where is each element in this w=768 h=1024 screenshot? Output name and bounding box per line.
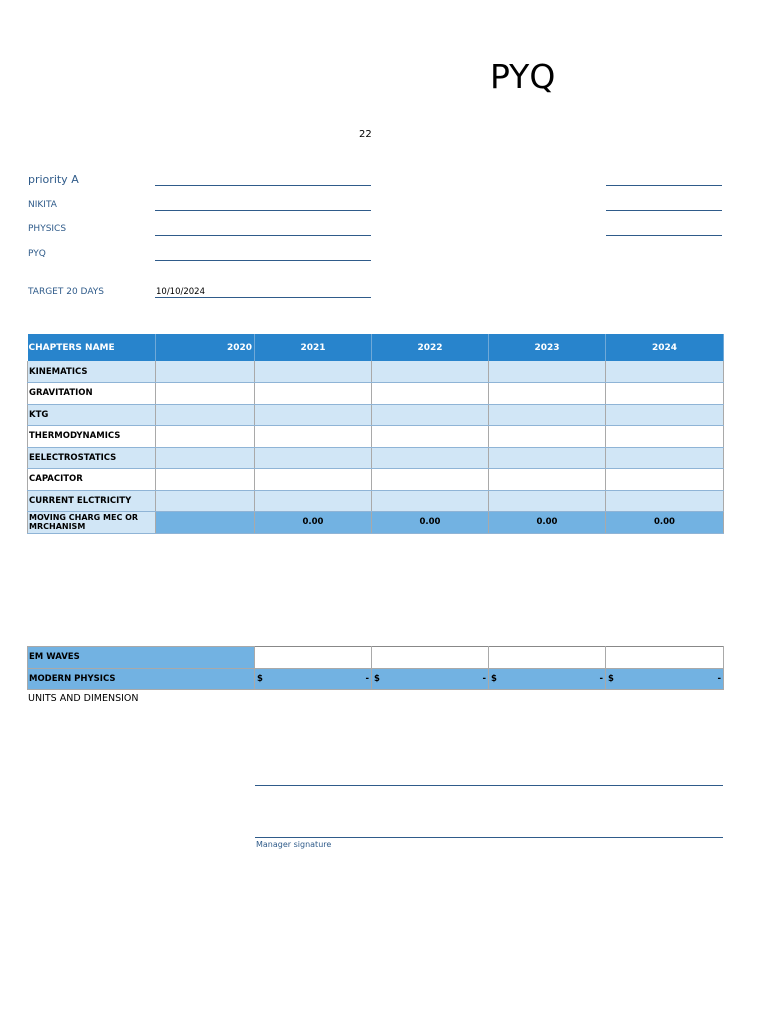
- total-cell-2022[interactable]: 0.00: [372, 512, 489, 534]
- table-cell[interactable]: [255, 469, 372, 491]
- type-label: PYQ: [28, 249, 46, 259]
- table-row: [28, 490, 724, 512]
- table-row: [28, 404, 724, 426]
- dash-value: -: [482, 673, 486, 684]
- table-cell[interactable]: [372, 361, 489, 383]
- table-cell[interactable]: [255, 647, 372, 669]
- table-cell[interactable]: [606, 404, 724, 426]
- right-field-line-2[interactable]: [606, 210, 722, 211]
- table-cell[interactable]: [489, 361, 606, 383]
- table-cell[interactable]: [156, 361, 255, 383]
- top-number: 22: [359, 129, 372, 140]
- table-cell[interactable]: [489, 469, 606, 491]
- table-cell[interactable]: [156, 447, 255, 469]
- signature-line-1[interactable]: [255, 785, 723, 786]
- table-cell[interactable]: [255, 361, 372, 383]
- table-row: [28, 383, 724, 405]
- chapter-name-cell[interactable]: CURRENT ELCTRICITY: [28, 490, 156, 512]
- table-cell[interactable]: [156, 490, 255, 512]
- table-cell[interactable]: [372, 490, 489, 512]
- header-year-2023[interactable]: 2023: [489, 334, 606, 361]
- table-cell[interactable]: [606, 447, 724, 469]
- chapter-name-cell[interactable]: GRAVITATION: [28, 383, 156, 405]
- type-field-line[interactable]: [155, 260, 371, 261]
- dash-value: -: [717, 673, 721, 684]
- right-field-line-1[interactable]: [606, 185, 722, 186]
- right-field-line-3[interactable]: [606, 235, 722, 236]
- chapter-name-cell[interactable]: MODERN PHYSICS: [28, 668, 255, 690]
- currency-cell[interactable]: [255, 668, 372, 690]
- chapter-name-cell[interactable]: KTG: [28, 404, 156, 426]
- target-date-value[interactable]: 10/10/2024: [156, 287, 205, 297]
- currency-cell[interactable]: [372, 668, 489, 690]
- table-cell[interactable]: [255, 490, 372, 512]
- table-cell[interactable]: [489, 426, 606, 448]
- total-cell-2021[interactable]: 0.00: [255, 512, 372, 534]
- table-cell[interactable]: [372, 647, 489, 669]
- table-cell[interactable]: [606, 490, 724, 512]
- dash-value: -: [365, 673, 369, 684]
- table-cell[interactable]: [606, 647, 724, 669]
- chapter-name-cell[interactable]: KINEMATICS: [28, 361, 156, 383]
- currency-cell[interactable]: [606, 668, 724, 690]
- table-cell[interactable]: [606, 426, 724, 448]
- table-row: [28, 426, 724, 448]
- table-cell[interactable]: [606, 361, 724, 383]
- total-cell-2023[interactable]: 0.00: [489, 512, 606, 534]
- table-cell[interactable]: [489, 490, 606, 512]
- table-row: [28, 447, 724, 469]
- table-cell[interactable]: [255, 404, 372, 426]
- table-cell[interactable]: [606, 383, 724, 405]
- chapter-name-cell[interactable]: EELECTROSTATICS: [28, 447, 156, 469]
- table-row: [28, 361, 724, 383]
- table-row: [28, 668, 724, 690]
- table-cell[interactable]: [156, 469, 255, 491]
- manager-signature-label: Manager signature: [256, 840, 332, 849]
- target-label: TARGET 20 DAYS: [28, 287, 104, 297]
- name-field-line[interactable]: [155, 210, 371, 211]
- chapter-name-cell[interactable]: CAPACITOR: [28, 469, 156, 491]
- chapter-name-cell[interactable]: EM WAVES: [28, 647, 255, 669]
- currency-symbol: $: [491, 673, 497, 684]
- priority-field-line[interactable]: [155, 185, 371, 186]
- name-label: NIKITA: [28, 200, 57, 210]
- target-date-line: [155, 297, 371, 298]
- table-cell[interactable]: [372, 383, 489, 405]
- table-cell[interactable]: [372, 447, 489, 469]
- table-cell[interactable]: [156, 512, 255, 534]
- table-cell[interactable]: [255, 383, 372, 405]
- table-cell[interactable]: [606, 469, 724, 491]
- table-cell[interactable]: [156, 404, 255, 426]
- header-year-2022[interactable]: 2022: [372, 334, 489, 361]
- units-and-dimension-text: UNITS AND DIMENSION: [28, 693, 139, 704]
- lower-table: [27, 646, 724, 690]
- chapters-table: [27, 334, 724, 534]
- chapter-name-cell[interactable]: MOVING CHARG MEC OR MRCHANISM: [28, 512, 156, 534]
- table-cell[interactable]: [489, 647, 606, 669]
- table-cell[interactable]: [489, 447, 606, 469]
- table-cell[interactable]: [372, 426, 489, 448]
- table-cell[interactable]: [489, 404, 606, 426]
- currency-cell[interactable]: [489, 668, 606, 690]
- header-year-2020[interactable]: 2020: [156, 334, 255, 361]
- header-year-2021[interactable]: 2021: [255, 334, 372, 361]
- chapter-name-cell[interactable]: THERMODYNAMICS: [28, 426, 156, 448]
- signature-line-2[interactable]: [255, 837, 723, 838]
- dash-value: -: [599, 673, 603, 684]
- table-header-row: [28, 334, 724, 361]
- table-cell[interactable]: [255, 426, 372, 448]
- total-cell-2024[interactable]: 0.00: [606, 512, 724, 534]
- table-cell[interactable]: [489, 383, 606, 405]
- currency-symbol: $: [374, 673, 380, 684]
- table-row-total: [28, 512, 724, 534]
- page-title: PYQ: [490, 57, 556, 96]
- table-cell[interactable]: [156, 426, 255, 448]
- priority-label: priority A: [28, 173, 79, 186]
- subject-field-line[interactable]: [155, 235, 371, 236]
- table-cell[interactable]: [255, 447, 372, 469]
- table-cell[interactable]: [372, 469, 489, 491]
- currency-symbol: $: [257, 673, 263, 684]
- table-row: [28, 469, 724, 491]
- table-cell[interactable]: [372, 404, 489, 426]
- header-chapters-name[interactable]: CHAPTERS NAME: [28, 334, 156, 361]
- table-cell[interactable]: [156, 383, 255, 405]
- subject-label: PHYSICS: [28, 224, 67, 234]
- table-row: [28, 647, 724, 669]
- currency-symbol: $: [608, 673, 614, 684]
- header-year-2024[interactable]: 2024: [606, 334, 724, 361]
